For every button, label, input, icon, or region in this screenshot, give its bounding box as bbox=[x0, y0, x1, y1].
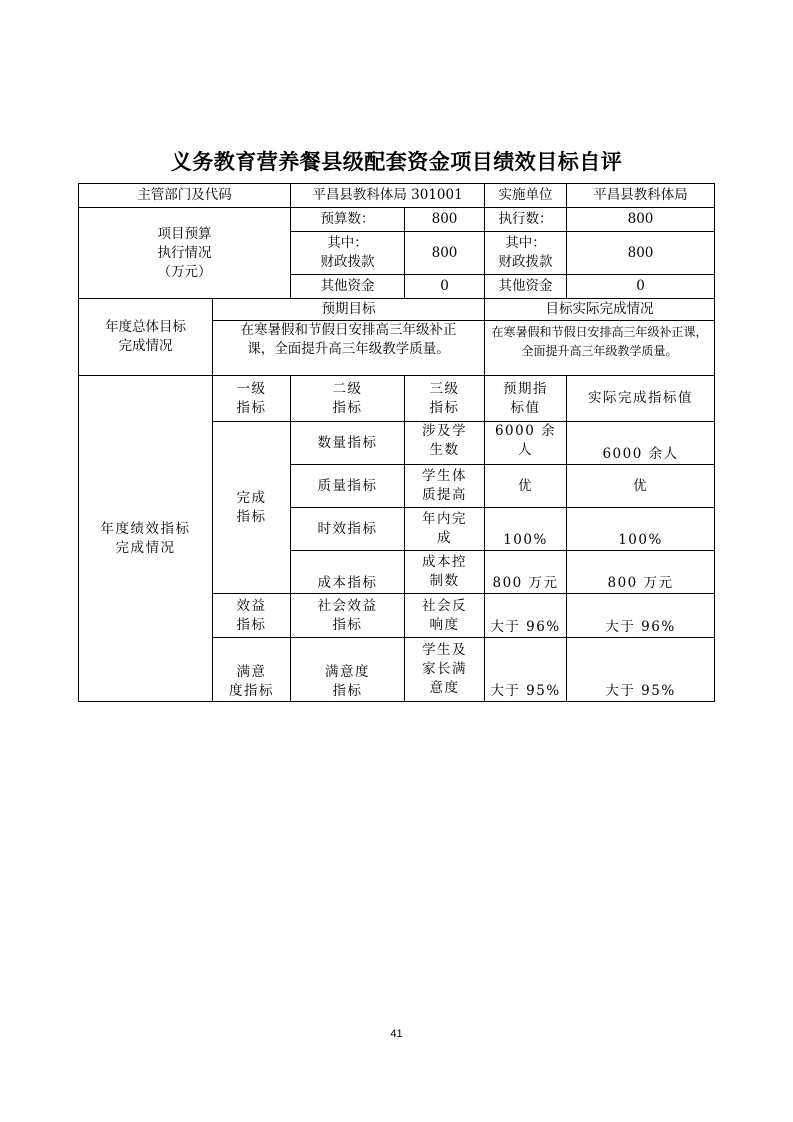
other-fund-budget-value: 0 bbox=[405, 275, 485, 299]
level2-cell: 社会效益 指标 bbox=[291, 594, 405, 638]
level3-cell: 学生体 质提高 bbox=[405, 465, 485, 508]
actual-value-cell: 800 万元 bbox=[567, 551, 715, 594]
level2-cell: 时效指标 bbox=[291, 508, 405, 551]
expected-value-cell: 6000 余 人 bbox=[485, 422, 567, 465]
header-row bbox=[79, 184, 715, 208]
expected-value-cell: 大于 96% bbox=[485, 594, 567, 638]
level1-header: 一级 指标 bbox=[213, 376, 291, 422]
level2-cell: 数量指标 bbox=[291, 422, 405, 465]
expected-value-cell: 大于 95% bbox=[485, 638, 567, 702]
budget-amount-value: 800 bbox=[405, 208, 485, 232]
annual-header-row bbox=[79, 299, 715, 321]
indicator-section-label: 年度绩效指标 完成情况 bbox=[79, 376, 213, 702]
annual-goal-label: 年度总体目标 完成情况 bbox=[79, 299, 213, 376]
budget-label: 项目预算 执行情况 （万元） bbox=[79, 208, 291, 299]
other-fund-exec-label: 其他资金 bbox=[485, 275, 567, 299]
level2-header: 二级 指标 bbox=[291, 376, 405, 422]
budget-row bbox=[79, 208, 715, 232]
other-fund-exec-value: 0 bbox=[567, 275, 715, 299]
actual-value-cell: 大于 95% bbox=[567, 638, 715, 702]
level3-cell: 年内完 成 bbox=[405, 508, 485, 551]
actual-value-cell: 100% bbox=[567, 508, 715, 551]
fiscal-exec-label: 其中： 财政拨款 bbox=[485, 232, 567, 275]
dept-value: 平昌县教科体局 301001 bbox=[291, 184, 485, 208]
actual-goal-text: 在寒暑假和节假日安排高三年级补正课， 全面提升高三年级教学质量。 bbox=[485, 321, 715, 376]
exec-amount-label: 执行数： bbox=[485, 208, 567, 232]
level2-cell: 满意度 指标 bbox=[291, 638, 405, 702]
level3-cell: 学生及 家长满 意度 bbox=[405, 638, 485, 702]
expected-goal-text: 在寒暑假和节假日安排高三年级补正 课，全面提升高三年级教学质量。 bbox=[213, 321, 485, 376]
actual-value-cell: 优 bbox=[567, 465, 715, 508]
fiscal-budget-value: 800 bbox=[405, 232, 485, 275]
expected-value-cell: 100% bbox=[485, 508, 567, 551]
level3-cell: 涉及学 生数 bbox=[405, 422, 485, 465]
level2-cell: 质量指标 bbox=[291, 465, 405, 508]
actual-goal-header: 目标实际完成情况 bbox=[485, 299, 715, 321]
expected-value-header: 预期指 标值 bbox=[485, 376, 567, 422]
exec-amount-value: 800 bbox=[567, 208, 715, 232]
other-fund-label: 其他资金 bbox=[291, 275, 405, 299]
expected-value-cell: 800 万元 bbox=[485, 551, 567, 594]
fiscal-exec-value: 800 bbox=[567, 232, 715, 275]
actual-value-cell: 6000 余人 bbox=[567, 422, 715, 465]
actual-value-header: 实际完成指标值 bbox=[567, 376, 715, 422]
document-title: 义务教育营养餐县级配套资金项目绩效目标自评 bbox=[170, 150, 623, 174]
indicator-header-row bbox=[79, 376, 715, 422]
satisfaction-indicator-label: 满意 度指标 bbox=[213, 638, 291, 702]
level3-cell: 成本控 制数 bbox=[405, 551, 485, 594]
impl-value: 平昌县教科体局 bbox=[567, 184, 715, 208]
level3-cell: 社会反 响度 bbox=[405, 594, 485, 638]
level2-cell: 成本指标 bbox=[291, 551, 405, 594]
expected-goal-header: 预期目标 bbox=[213, 299, 485, 321]
budget-amount-label: 预算数： bbox=[291, 208, 405, 232]
benefit-indicator-label: 效益 指标 bbox=[213, 594, 291, 638]
expected-value-cell: 优 bbox=[485, 465, 567, 508]
level3-header: 三级 指标 bbox=[405, 376, 485, 422]
evaluation-table bbox=[78, 183, 715, 702]
fiscal-label: 其中： 财政拨款 bbox=[291, 232, 405, 275]
actual-value-cell: 大于 96% bbox=[567, 594, 715, 638]
impl-label: 实施单位 bbox=[485, 184, 567, 208]
dept-label: 主管部门及代码 bbox=[79, 184, 291, 208]
page-number: 41 bbox=[390, 1028, 403, 1040]
output-indicator-label: 完成 指标 bbox=[213, 422, 291, 594]
